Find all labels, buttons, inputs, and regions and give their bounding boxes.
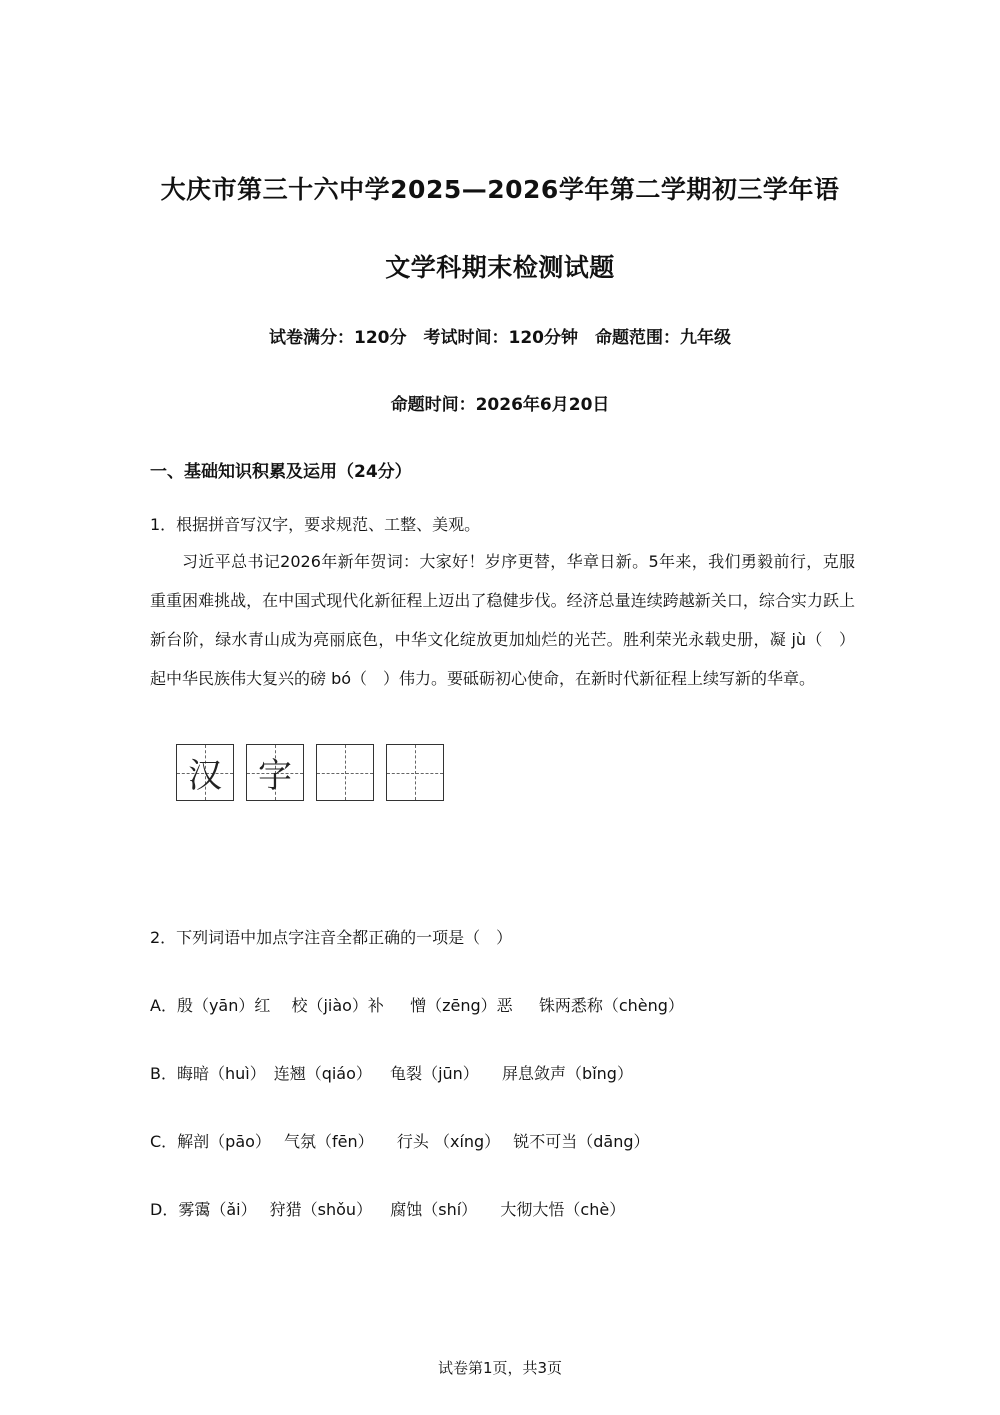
exam-meta-info: 试卷满分：120分 考试时间：120分钟 命题范围：九年级 xyxy=(269,328,731,348)
grid-cell[interactable] xyxy=(386,744,444,801)
grid-cell-char: 字 xyxy=(258,756,292,796)
grid-cell[interactable] xyxy=(176,744,234,801)
writing-grid xyxy=(176,744,444,801)
section-heading: 一、基础知识积累及运用（24分） xyxy=(150,462,412,482)
exam-date: 命题时间：2026年6月20日 xyxy=(390,395,610,415)
option-c[interactable]: C．解剖（pāo） 气氛（fēn） 行头 （xíng） 锐不可当（dāng） xyxy=(150,1132,650,1151)
question-2-prompt: 2．下列词语中加点字注音全都正确的一项是（ ） xyxy=(150,928,513,947)
option-d[interactable]: D．雾霭（ǎi） 狩猎（shǒu） 腐蚀（shí） 大彻大悟（chè） xyxy=(150,1200,626,1219)
question-1-prompt: 1．根据拼音写汉字，要求规范、工整、美观。 xyxy=(150,515,481,534)
grid-cell-char xyxy=(317,745,373,800)
grid-cell-char: 汉 xyxy=(188,756,222,796)
exam-title-line-2: 文学科期末检测试题 xyxy=(385,253,615,282)
grid-cell-char xyxy=(387,745,443,800)
exam-title-line-1: 大庆市第三十六中学2025—2026学年第二学期初三学年语 xyxy=(160,175,840,204)
question-1-passage: 习近平总书记2026年新年贺词：大家好！岁序更替，华章日新。5年来，我们勇毅前行，克服重重困难挑战，在中国式现代化新征程上迈出了稳健步伐。经济总量连续跨越新关口，综合实力跃上新台阶，绿水青山成为亮丽底色，中华文化绽放更加灿烂的光芒。胜利荣光永载史册，凝 jù（ ）起中华民族伟大复兴的磅 bó（ ）伟力。要砥砺初心使命，在新时代新征程上续写新的华章。 xyxy=(150,552,855,688)
option-a[interactable]: A．殷（yān）红 校（jiào）补 憎（zēng）恶 铢两悉称（chèng） xyxy=(150,996,684,1015)
grid-cell[interactable] xyxy=(316,744,374,801)
option-b[interactable]: B．晦暗（huì） 连翘（qiáo） 龟裂（jūn） 屏息敛声（bǐng） xyxy=(150,1064,633,1083)
page-footer: 试卷第1页，共3页 xyxy=(437,1359,563,1377)
grid-cell[interactable] xyxy=(246,744,304,801)
